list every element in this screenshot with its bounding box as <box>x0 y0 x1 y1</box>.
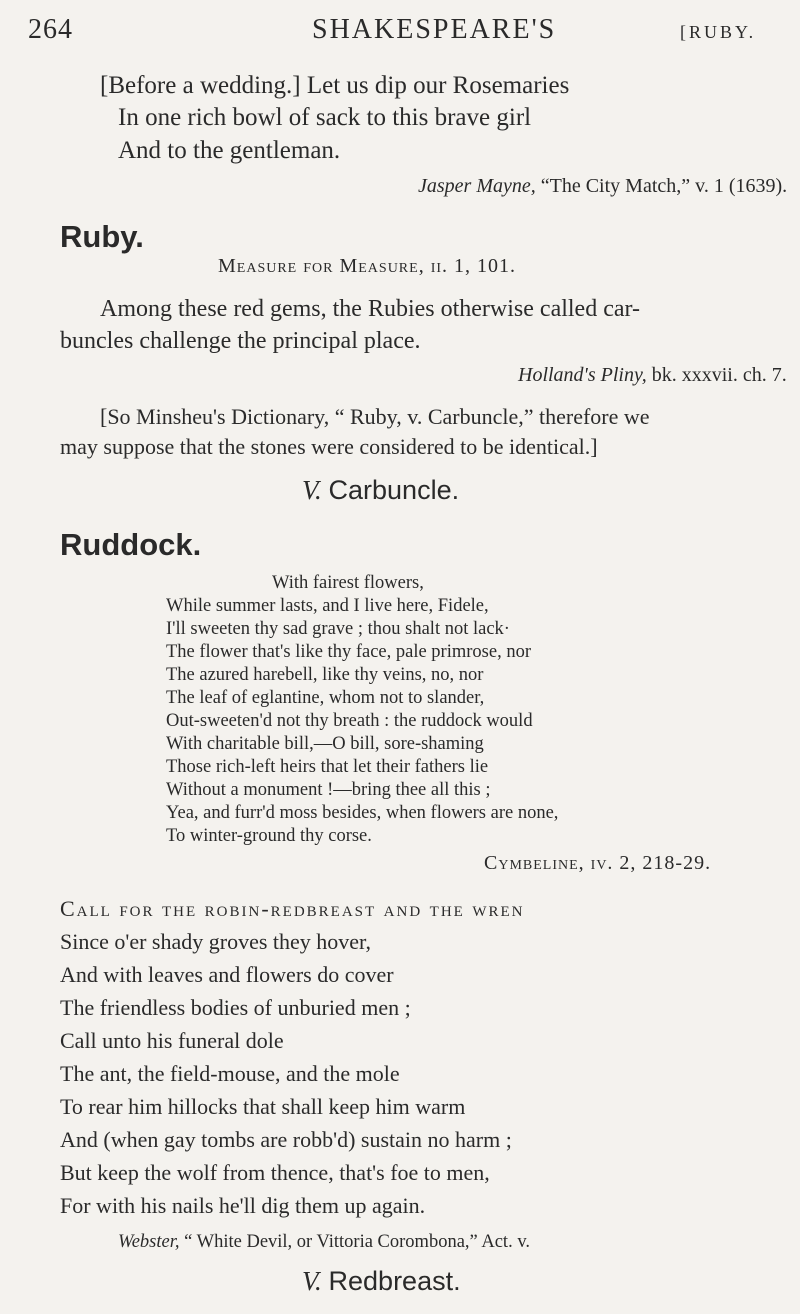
ruddock-reference: Cymbeline, iv. 2, 218-29. <box>484 852 712 874</box>
rosemary-line-1: [Before a wedding.] Let us dip our Rosemaries <box>100 72 570 99</box>
ruby-citation-rest: bk. xxxvii. ch. 7. <box>651 364 787 386</box>
rosemary-citation <box>418 175 787 198</box>
ruby-paragraph-line-1: Among these red gems, the Rubies otherwise called car- <box>100 296 641 322</box>
ruby-note-line-1: [So Minsheu's Dictionary, “ Ruby, v. Carbuncle,” therefore we <box>100 404 650 429</box>
ruddock-quote-line-10: Without a monument !—bring thee all this ; <box>166 780 491 800</box>
ruby-heading: Ruby. <box>60 219 144 254</box>
webster-see-also-text: Redbreast. <box>328 1266 461 1296</box>
webster-line-8: And (when gay tombs are robb'd) sustain no harm ; <box>60 1127 512 1152</box>
rosemary-line-3: And to the gentleman. <box>118 137 341 164</box>
ruddock-quote-line-6: The leaf of eglantine, whom not to slander, <box>166 688 485 708</box>
running-title: SHAKESPEARE'S <box>312 14 557 45</box>
webster-line-7: To rear him hillocks that shall keep him warm <box>60 1094 466 1119</box>
page-number: 264 <box>28 14 73 45</box>
ruby-note-line-2: may suppose that the stones were considered to be identical.] <box>60 434 598 459</box>
ruddock-quote-line-8: With charitable bill,—O bill, sore-shaming <box>166 734 484 754</box>
rosemary-citation-work: “The City Match,” v. 1 (1639). <box>540 175 788 197</box>
running-section <box>680 14 756 46</box>
ruddock-quote-line-12: To winter-ground thy corse. <box>166 826 372 846</box>
ruddock-quote-line-1: With fairest flowers, <box>272 573 424 593</box>
ruddock-heading: Ruddock. <box>60 527 202 562</box>
webster-citation-author: Webster, <box>118 1232 180 1252</box>
webster-line-9: But keep the wolf from thence, that's foe to men, <box>60 1160 490 1185</box>
webster-citation <box>118 1232 530 1253</box>
webster-see-also <box>302 1266 461 1297</box>
running-section-text: [RUBY. <box>680 22 757 42</box>
webster-line-4: The friendless bodies of unburied men ; <box>60 995 411 1020</box>
rosemary-citation-author: Jasper Mayne, <box>418 175 536 197</box>
ruby-citation <box>518 364 787 387</box>
webster-see-also-v: V. <box>302 1266 322 1296</box>
webster-line-2: Since o'er shady groves they hover, <box>60 929 371 954</box>
ruddock-quote-line-9: Those rich-left heirs that let their fathers lie <box>166 757 489 777</box>
webster-line-3: And with leaves and flowers do cover <box>60 962 394 987</box>
webster-line-6: The ant, the field-mouse, and the mole <box>60 1061 400 1086</box>
webster-line-1 <box>60 896 525 922</box>
ruby-see-also-v: V. <box>302 475 322 505</box>
ruby-paragraph-line-2: buncles challenge the principal place. <box>60 328 421 354</box>
ruby-reference: Measure for Measure, ii. 1, 101. <box>218 255 517 277</box>
rosemary-line-2: In one rich bowl of sack to this brave girl <box>118 104 532 131</box>
webster-line-5: Call unto his funeral dole <box>60 1028 284 1053</box>
ruby-citation-author: Holland's Pliny, <box>518 364 647 386</box>
ruddock-quote-line-5: The azured harebell, like thy veins, no, nor <box>166 665 484 685</box>
ruddock-quote-line-2: While summer lasts, and I live here, Fidele, <box>166 596 489 616</box>
webster-line-1-text: Call for the robin-redbreast and the wren <box>60 896 525 921</box>
webster-line-10: For with his nails he'll dig them up again. <box>60 1193 426 1218</box>
ruby-see-also <box>302 475 459 506</box>
webster-citation-work: “ White Devil, or Vittoria Corombona,” Act. v. <box>184 1232 530 1252</box>
ruddock-quote-line-4: The flower that's like thy face, pale primrose, nor <box>166 642 531 662</box>
ruddock-quote-line-7: Out-sweeten'd not thy breath : the ruddock would <box>166 711 533 731</box>
ruby-see-also-text: Carbuncle. <box>328 475 460 505</box>
ruddock-quote-line-3: I'll sweeten thy sad grave ; thou shalt not lack· <box>166 619 510 639</box>
ruddock-quote-line-11: Yea, and furr'd moss besides, when flowers are none, <box>166 803 559 823</box>
